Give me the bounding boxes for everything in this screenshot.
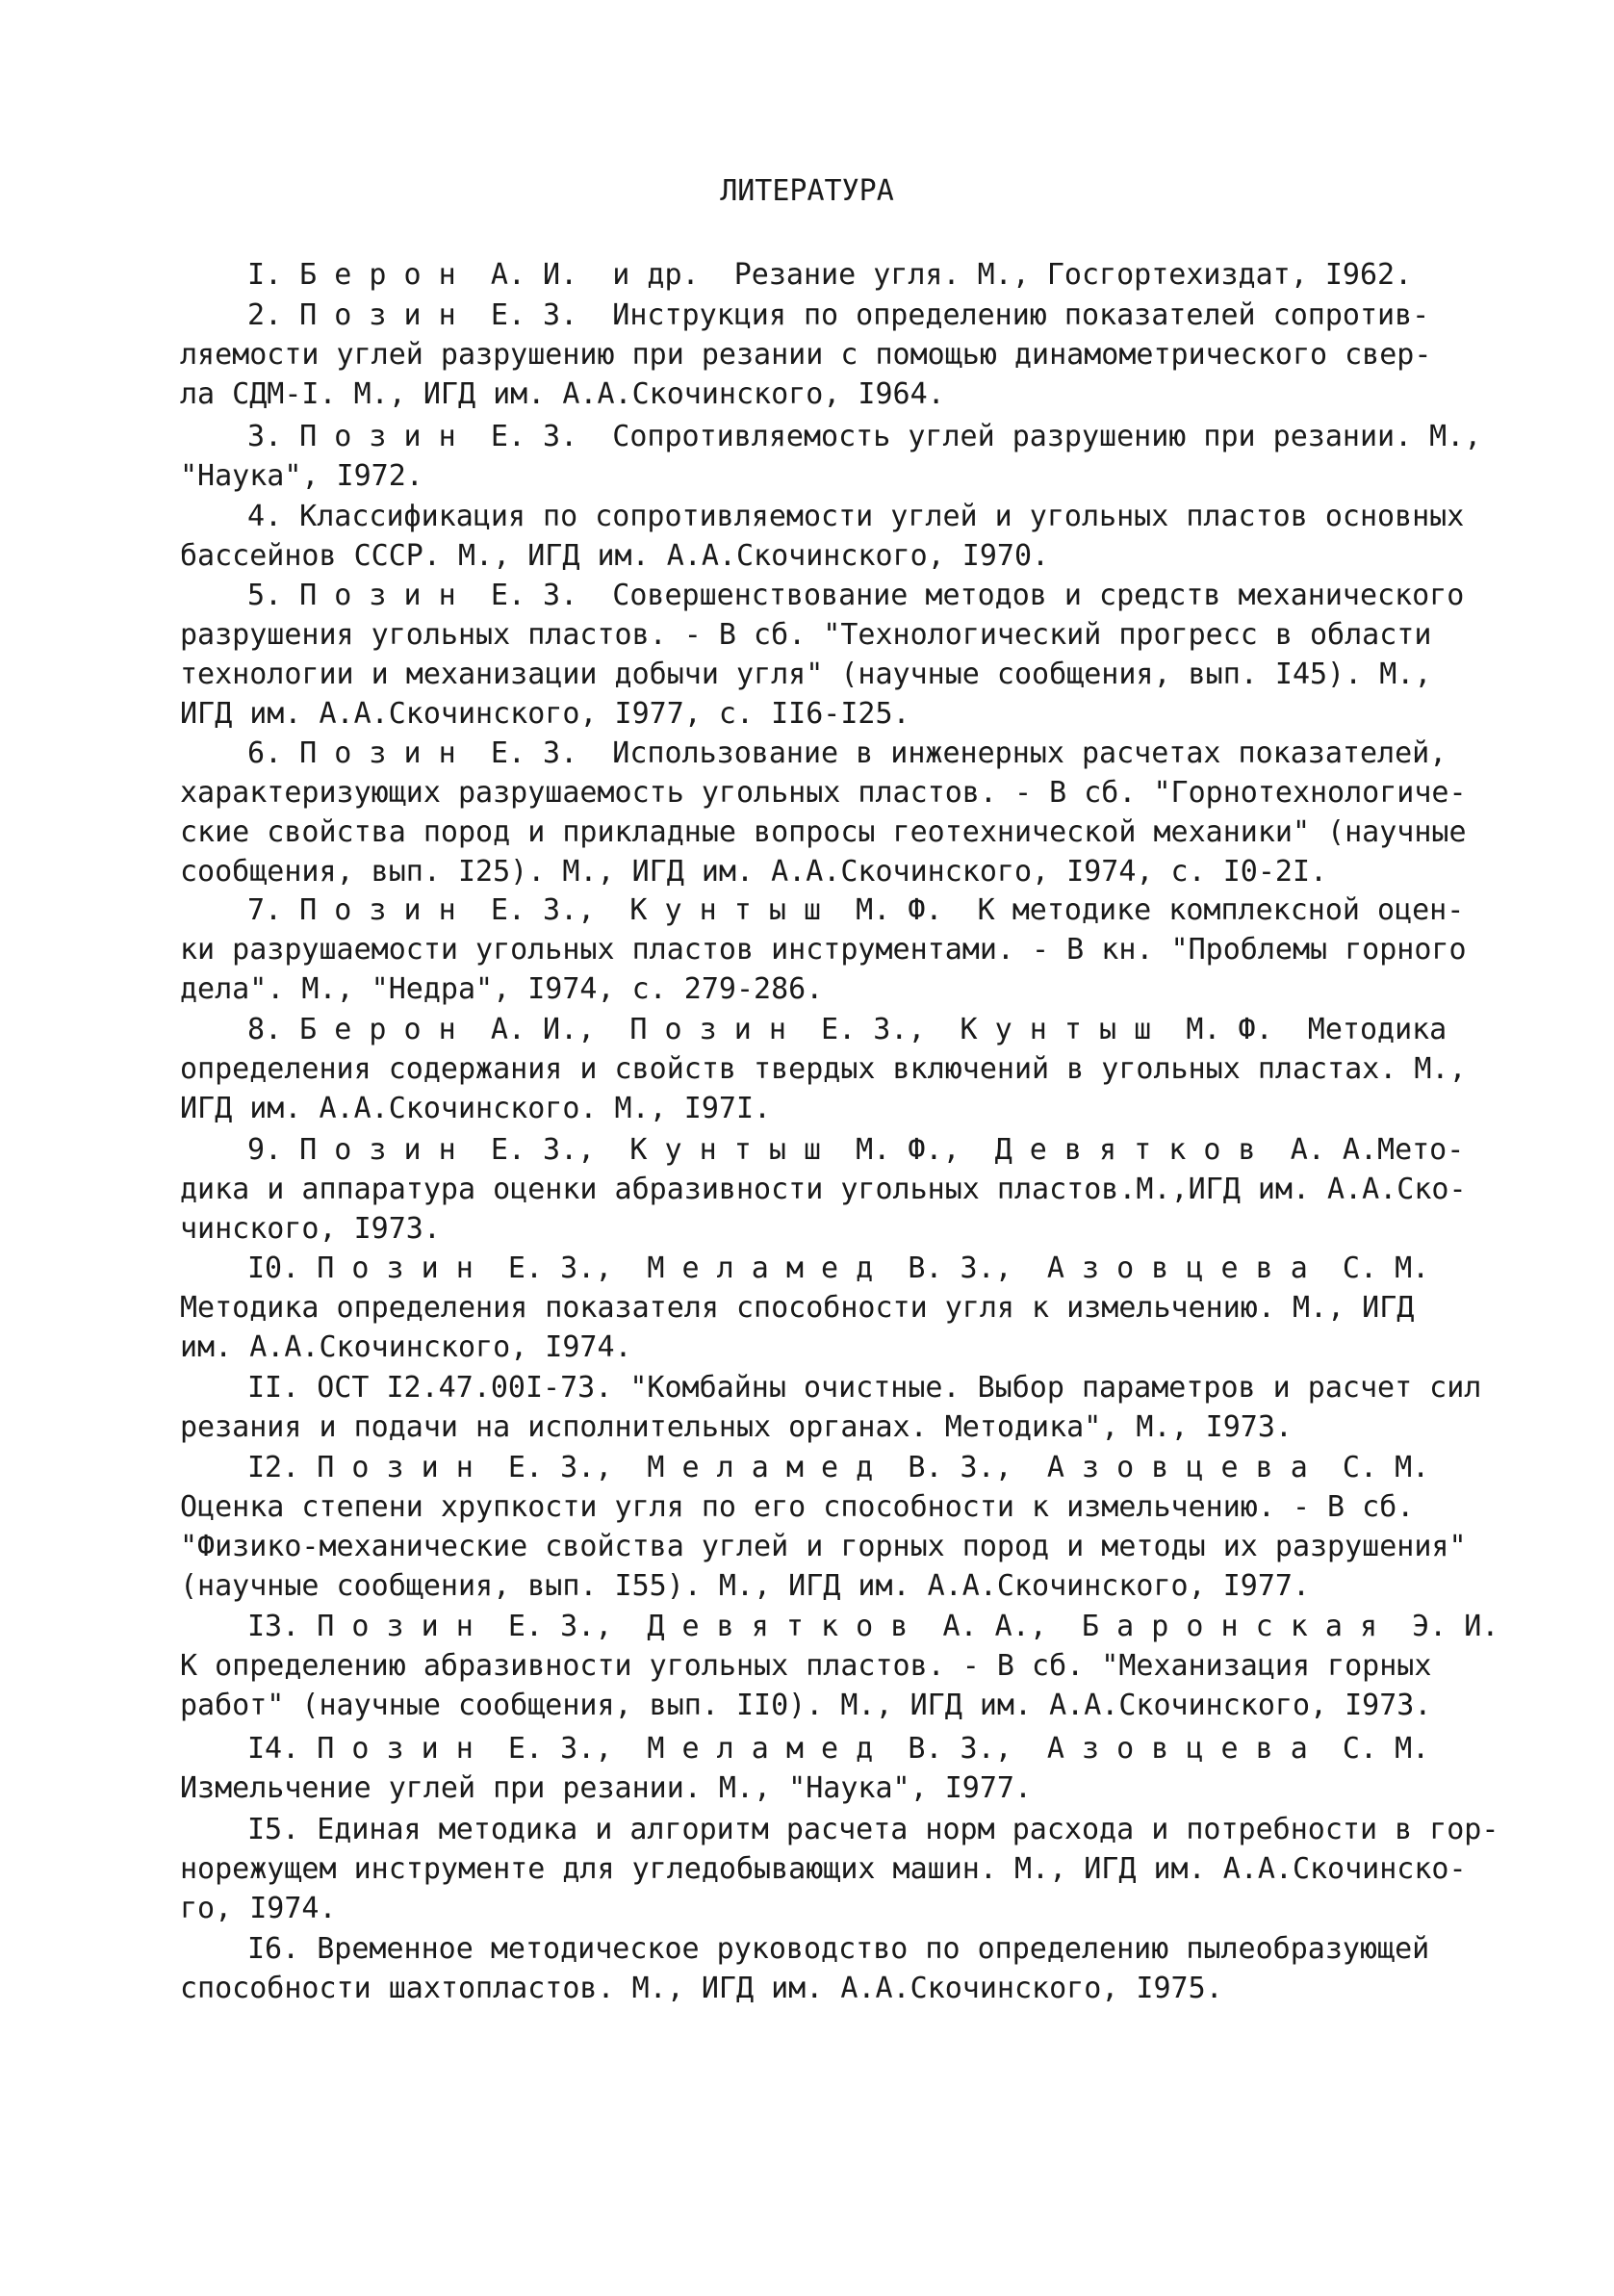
reference-text: Б е р о н А. И., П о з и н Е. З., К у н т ы ш М. Ф. Методика <box>282 1013 1447 1046</box>
reference-line: дика и аппаратура оценки абразивности угольных пластов.М.,ИГД им. А.А.Ско- <box>180 1173 1467 1206</box>
reference-line: норежущем инструменте для угледобывающих машин. М., ИГД им. А.А.Скочинско- <box>180 1852 1467 1886</box>
reference-number: I. <box>247 258 283 292</box>
reference-line <box>247 1929 1429 1969</box>
reference-text: П о з и н Е. З., М е л а м е д В. З., А з о в ц е в а С. М. <box>299 1251 1430 1285</box>
reference-line <box>247 255 1412 295</box>
reference-number: 4. <box>247 500 283 533</box>
reference-line <box>247 1607 1499 1646</box>
reference-line: Измельчение углей при резании. М., "Наука", I977. <box>180 1771 1033 1805</box>
reference-text: П о з и н Е. З. Совершенствование методов и средств механического <box>282 579 1465 612</box>
reference-number: I0. <box>247 1251 300 1285</box>
reference-line: резания и подачи на исполнительных органах. Методика", М., I973. <box>180 1410 1293 1444</box>
reference-line: ские свойства пород и прикладные вопросы геотехнической механики" (научные <box>180 815 1467 849</box>
reference-line <box>247 734 1447 773</box>
reference-line <box>247 576 1464 615</box>
reference-line: ляемости углей разрушению при резании с помощью динамометрического свер- <box>180 338 1432 372</box>
reference-line: разрушения угольных пластов. - В сб. "Технологический прогресс в области <box>180 618 1432 652</box>
reference-number: 8. <box>247 1013 283 1046</box>
reference-number: 6. <box>247 736 283 770</box>
reference-line <box>247 1810 1499 1849</box>
reference-line <box>247 497 1464 536</box>
reference-number: I4. <box>247 1732 300 1766</box>
reference-line: дела". М., "Недра", I974, с. 279-286. <box>180 972 824 1006</box>
reference-text: П о з и н Е. З., К у н т ы ш М. Ф. К методике комплексной оцен- <box>282 893 1465 927</box>
reference-line: способности шахтопластов. М., ИГД им. А.А.Скочинского, I975. <box>180 1972 1223 2005</box>
reference-line <box>247 1368 1481 1407</box>
reference-number: 5. <box>247 579 283 612</box>
reference-line <box>247 1729 1429 1768</box>
reference-text: Единая методика и алгоритм расчета норм расхода и потребности в гор- <box>299 1813 1499 1846</box>
reference-line: Методика определения показателя способности угля к измельчению. М., ИГД <box>180 1291 1415 1325</box>
reference-line: характеризующих разрушаемость угольных пластов. - В сб. "Горнотехнологиче- <box>180 776 1467 810</box>
reference-number: II. <box>247 1371 300 1405</box>
reference-number: I3. <box>247 1610 300 1643</box>
reference-line: чинского, I973. <box>180 1212 441 1246</box>
reference-text: П о з и н Е. З., Д е в я т к о в А. А., Б а р о н с к а я Э. И. <box>299 1610 1499 1643</box>
reference-line: "Наука", I972. <box>180 459 423 493</box>
reference-line <box>247 296 1429 335</box>
reference-line: ИГД им. А.А.Скочинского. М., I97I. <box>180 1092 772 1125</box>
reference-line: сообщения, вып. I25). М., ИГД им. А.А.Скочинского, I974, с. I0-2I. <box>180 855 1328 889</box>
reference-number: 7. <box>247 893 283 927</box>
reference-line: определения содержания и свойств твердых включений в угольных пластах. М., <box>180 1052 1467 1086</box>
reference-number: I2. <box>247 1451 300 1484</box>
reference-text: П о з и н Е. З. Использование в инженерных расчетах показателей, <box>282 736 1447 770</box>
reference-text: П о з и н Е. З. Сопротивляемость углей разрушению при резании. М., <box>282 420 1482 453</box>
reference-line: ла СДМ-I. М., ИГД им. А.А.Скочинского, I964. <box>180 377 945 411</box>
reference-text: Б е р о н А. И. и др. Резание угля. М., Госгортехиздат, I962. <box>282 258 1413 292</box>
reference-line <box>247 1448 1429 1487</box>
reference-line: (научные сообщения, вып. I55). М., ИГД им. А.А.Скочинского, I977. <box>180 1569 1310 1603</box>
reference-number: I5. <box>247 1813 300 1846</box>
reference-text: Временное методическое руководство по определению пылеобразующей <box>299 1932 1430 1966</box>
reference-text: Классификация по сопротивляемости углей и угольных пластов основных <box>282 500 1465 533</box>
reference-line: бассейнов СССР. М., ИГД им. А.А.Скочинского, I970. <box>180 539 1050 573</box>
reference-line: "Физико-механические свойства углей и горных пород и методы их разрушения" <box>180 1530 1467 1563</box>
reference-text: ОСТ I2.47.00I-73. "Комбайны очистные. Выбор параметров и расчет сил <box>299 1371 1482 1405</box>
reference-number: 9. <box>247 1133 283 1167</box>
reference-line: технологии и механизации добычи угля" (научные сообщения, вып. I45). М., <box>180 658 1432 691</box>
reference-line: работ" (научные сообщения, вып. II0). М., ИГД им. А.А.Скочинского, I973. <box>180 1689 1432 1722</box>
reference-line <box>247 417 1481 456</box>
reference-line: К определению абразивности угольных пластов. - В сб. "Механизация горных <box>180 1649 1432 1683</box>
page-title: ЛИТЕРАТУРА <box>720 174 894 208</box>
reference-line <box>247 1130 1464 1170</box>
reference-line: го, I974. <box>180 1892 337 1925</box>
reference-text: П о з и н Е. З., К у н т ы ш М. Ф., Д е в я т к о в А. А.Мето- <box>282 1133 1465 1167</box>
reference-text: П о з и н Е. З. Инструкция по определению показателей сопротив- <box>282 298 1430 332</box>
reference-line <box>247 890 1464 930</box>
reference-number: 2. <box>247 298 283 332</box>
reference-line: ки разрушаемости угольных пластов инструментами. - В кн. "Проблемы горного <box>180 933 1467 967</box>
reference-number: I6. <box>247 1932 300 1966</box>
reference-line <box>247 1249 1429 1288</box>
reference-text: П о з и н Е. З., М е л а м е д В. З., А з о в ц е в а С. М. <box>299 1732 1430 1766</box>
reference-line <box>247 1010 1447 1049</box>
reference-number: 3. <box>247 420 283 453</box>
reference-text: П о з и н Е. З., М е л а м е д В. З., А з о в ц е в а С. М. <box>299 1451 1430 1484</box>
reference-line: им. А.А.Скочинского, I974. <box>180 1330 632 1364</box>
reference-line: Оценка степени хрупкости угля по его способности к измельчению. - В сб. <box>180 1490 1415 1524</box>
reference-line: ИГД им. А.А.Скочинского, I977, с. II6-I25. <box>180 697 910 731</box>
